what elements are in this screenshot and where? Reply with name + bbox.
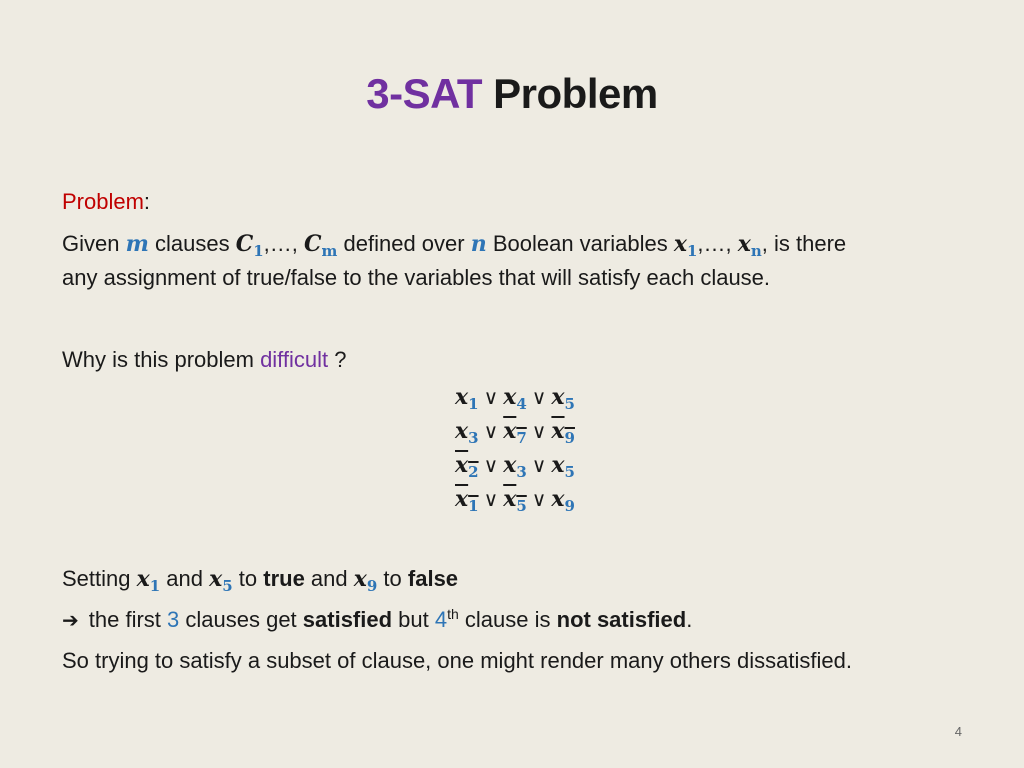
clause-1: $x_1$ ∨ $x_4$ ∨ $x_5$ [455,384,575,413]
var-xn: $x_n$ [737,231,762,260]
result-line: ➔ the first 3 clauses get satisfied but 4th clause is not satisfied. [62,606,693,632]
clause-4: $x_1$ ∨ $x_5$ ∨ $x_9$ [455,486,575,515]
negated-literal: $x_7$ [503,418,527,447]
question-line: Why is this problem difficult ? [62,347,347,372]
problem-statement: Given m clauses $C_1,\dots$, $C_m$ defined over n Boolean variables $x_1,\dots$, $x_n$, is there any assignment of true/false to the variables that will satisfy each clause. [62,231,847,290]
difficult-word: difficult [260,347,329,372]
conclusion-line: So trying to satisfy a subset of clause, one might render many others dissatisfied. [62,648,852,673]
clause-cm: $C_m$ [304,231,338,260]
problem-line2: any assignment of true/false to the variables that will satisfy each clause. [62,265,771,290]
negated-literal: $x_2$ [455,452,479,481]
clause-c1: $C_1$ [235,231,264,260]
negated-literal: $x_9$ [551,418,575,447]
title-accent: 3-SAT [366,70,482,117]
var-x1: $x_1$ [673,231,698,260]
problem-heading: Problem: [62,189,151,214]
arrow-icon: ➔ [62,610,79,632]
setting-line: Setting $x_1$ and $x_5$ to true and $x_9$ to false [62,566,459,595]
clause-3: $x_2$ ∨ $x_3$ ∨ $x_5$ [455,452,575,481]
var-m: m [125,231,149,257]
negated-literal: $x_5$ [503,486,527,515]
page-number: 4 [954,724,962,739]
var-n: n [470,231,487,257]
negated-literal: $x_1$ [455,486,479,515]
title-rest: Problem [493,70,658,117]
problem-label: Problem [62,189,144,214]
clause-list [455,380,575,516]
slide-title [0,70,1024,118]
clause-2: $x_3$ ∨ $x_7$ ∨ $x_9$ [455,418,575,447]
